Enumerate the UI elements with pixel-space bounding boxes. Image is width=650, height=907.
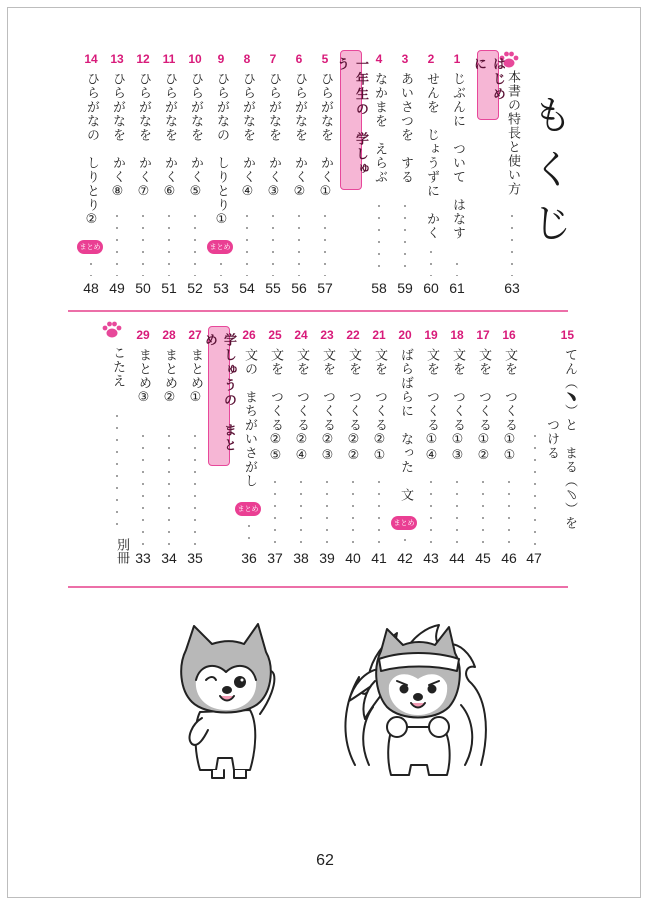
toc-page: 35 (187, 550, 203, 566)
toc-page: 40 (345, 550, 361, 566)
dot-leader (482, 476, 484, 546)
dot-leader (378, 476, 380, 546)
dot-leader (352, 476, 354, 546)
toc-entry[interactable]: 14 ひらがなの しりとり② (84, 52, 99, 228)
toc-entry[interactable]: こたえ (110, 346, 125, 388)
dot-leader (142, 210, 144, 276)
toc-page: 48 (83, 280, 99, 296)
section-divider (68, 310, 568, 312)
toc-page: 60 (423, 280, 439, 296)
toc-page: 54 (239, 280, 255, 296)
toc-entry[interactable]: 28 まとめ② (162, 328, 177, 406)
toc-page: 57 (317, 280, 333, 296)
dot-leader (220, 258, 222, 276)
toc-entry[interactable]: 24 文を つくる②④ (294, 328, 309, 464)
toc-entry[interactable]: 8 ひらがなを かく④ (240, 52, 255, 200)
matome-badge: まとめ (391, 516, 417, 530)
toc-page: 61 (449, 280, 465, 296)
toc-page: 52 (187, 280, 203, 296)
toc-page: 45 (475, 550, 491, 566)
toc-entry[interactable]: 12 ひらがなを かく⑦ (136, 52, 151, 200)
dot-leader (404, 200, 406, 276)
toc-page: 51 (161, 280, 177, 296)
toc-page: 58 (371, 280, 387, 296)
toc-page: 49 (109, 280, 125, 296)
dot-leader (142, 430, 144, 546)
section-header-first-grade: 一年生の 学しゅう (340, 50, 362, 190)
toc-entry[interactable]: 本書の特長と使い方 (505, 70, 520, 196)
section-divider (68, 586, 568, 588)
dot-leader (246, 210, 248, 276)
toc-page: 47 (526, 550, 542, 566)
dot-leader (326, 476, 328, 546)
toc-entry[interactable]: 22 文を つくる②② (346, 328, 361, 464)
toc-entry[interactable]: 5 ひらがなを かく① (318, 52, 333, 200)
dot-leader (456, 258, 458, 276)
toc-entry[interactable]: 13 ひらがなを かく⑧ (110, 52, 125, 200)
dot-leader (90, 258, 92, 276)
section-header-hajimeni: はじめに (477, 50, 499, 120)
toc-entry[interactable]: 19 文を つくる①④ (424, 328, 439, 464)
dot-leader (274, 476, 276, 546)
dot-leader (168, 210, 170, 276)
toc-entry[interactable]: 2 せんを じょうずに かく (424, 52, 439, 240)
toc-page: 63 (504, 280, 520, 296)
toc-page: 38 (293, 550, 309, 566)
toc-page: 55 (265, 280, 281, 296)
matome-badge: まとめ (235, 502, 261, 516)
toc-entry[interactable]: 10 ひらがなを かく⑤ (188, 52, 203, 200)
dog-pointing-illustration (172, 620, 282, 780)
toc-page: 44 (449, 550, 465, 566)
paw-icon (101, 320, 123, 340)
page-title: もくじ (526, 94, 572, 256)
toc-page: 33 (135, 550, 151, 566)
dot-leader (168, 430, 170, 546)
toc-entry[interactable]: 11 ひらがなを かく⑥ (162, 52, 177, 200)
dot-leader (300, 476, 302, 546)
toc-page: 36 (241, 550, 257, 566)
toc-entry[interactable]: 15 てん（﹅）と まる（﹆）を つける (544, 328, 577, 530)
toc-entry[interactable]: 4 なかまを えらぶ (372, 52, 387, 184)
toc-page: 34 (161, 550, 177, 566)
toc-entry[interactable]: 27 まとめ① (188, 328, 203, 406)
toc-page: 53 (213, 280, 229, 296)
toc-entry[interactable]: 23 文を つくる②③ (320, 328, 335, 464)
dot-leader (511, 210, 513, 276)
toc-entry[interactable]: 21 文を つくる②① (372, 328, 387, 464)
toc-entry[interactable]: 26 文の まちがいさがし (242, 328, 257, 488)
dot-leader (298, 210, 300, 276)
toc-page: 50 (135, 280, 151, 296)
dot-leader (248, 520, 250, 546)
toc-entry[interactable]: 3 あいさつを する (398, 52, 413, 184)
section-header-summary: 学しゅうの まとめ (208, 326, 230, 466)
dot-leader (116, 410, 118, 530)
toc-entry[interactable]: 25 文を つくる②⑤ (268, 328, 283, 464)
dot-leader (404, 534, 406, 546)
toc-entry[interactable]: 9 ひらがなの しりとり① (214, 52, 229, 228)
toc-page: 41 (371, 550, 387, 566)
toc-page: 59 (397, 280, 413, 296)
page-number: 62 (316, 852, 334, 869)
dot-leader (378, 200, 380, 276)
matome-badge: まとめ (77, 240, 103, 254)
dot-leader (534, 430, 536, 546)
toc-entry[interactable]: 20 ばらばらに なった 文 (398, 328, 413, 502)
dot-leader (430, 246, 432, 276)
dot-leader (194, 430, 196, 546)
dog-headband-flame-illustration (335, 615, 500, 785)
dot-leader (324, 210, 326, 276)
toc-page: 37 (267, 550, 283, 566)
dot-leader (272, 210, 274, 276)
toc-entry[interactable]: 1 じぶんに ついて はなす (450, 52, 465, 240)
dot-leader (508, 476, 510, 546)
toc-entry[interactable]: 16 文を つくる①① (502, 328, 517, 464)
toc-page: 46 (501, 550, 517, 566)
toc-page: 42 (397, 550, 413, 566)
toc-page: 56 (291, 280, 307, 296)
dot-leader (116, 210, 118, 276)
toc-entry[interactable]: 17 文を つくる①② (476, 328, 491, 464)
matome-badge: まとめ (207, 240, 233, 254)
dot-leader (430, 476, 432, 546)
toc-entry[interactable]: 29 まとめ③ (136, 328, 151, 406)
dot-leader (194, 210, 196, 276)
toc-page: 別冊 (115, 538, 130, 564)
toc-page: 39 (319, 550, 335, 566)
toc-entry[interactable]: 18 文を つくる①③ (450, 328, 465, 464)
toc-page: 43 (423, 550, 439, 566)
dot-leader (456, 476, 458, 546)
toc-entry[interactable]: 6 ひらがなを かく② (292, 52, 307, 200)
toc-entry[interactable]: 7 ひらがなを かく③ (266, 52, 281, 200)
